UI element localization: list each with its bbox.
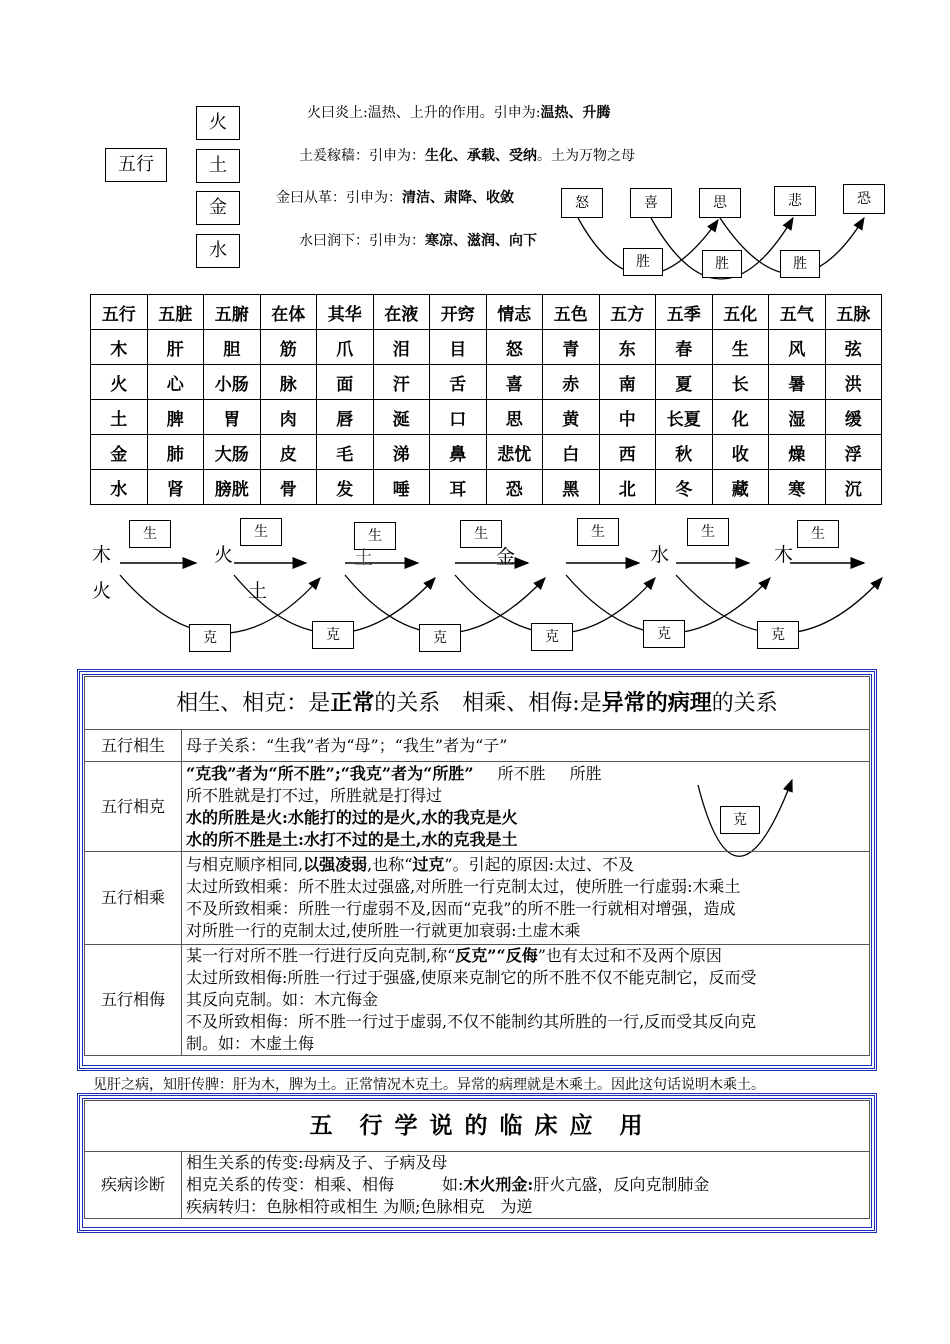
cycle-element-metal: 金 (496, 546, 516, 568)
ke-label-box: 克 (189, 624, 231, 652)
clinical-title: 五 行 学 说 的 临 床 应 用 (85, 1101, 870, 1152)
cycle-element-water: 水 (650, 544, 670, 566)
table-row: 水 肾 膀胱 骨 发 唾 耳 恐 黑 北 冬 藏 寒 沉 (91, 470, 882, 505)
element-box-fire: 火 (196, 106, 240, 140)
sheng-label-box: 生 (240, 518, 282, 546)
table-row: 疾病诊断 相生关系的传变:母病及子、子病及母 相克关系的传变：相乘、相侮 如:木火刑金:肝火亢盛，反向克制肺金 疾病转归：色脉相符或相生 为顺;色脉相克 为逆 (85, 1152, 870, 1219)
metal-line: 金曰从革：引申为：清洁、肃降、收敛 (276, 190, 514, 206)
emotion-box-fear: 恐 (843, 184, 885, 214)
cycle-lower-earth: 土 (248, 580, 268, 602)
sheng-label-box: 生 (797, 520, 839, 548)
emotion-box-grief: 悲 (774, 186, 816, 216)
sheng-box-1: 胜 (623, 248, 663, 276)
element-box-earth: 土 (196, 149, 240, 183)
water-line: 水曰润下：引申为：寒凉、滋润、向下 (299, 233, 537, 249)
cycle-element-wood: 木 (92, 544, 112, 566)
table-header-row: 五行 五脏 五腑 在体 其华 在液 开窍 情志 五色 五方 五季 五化 五气 五脉 (91, 295, 882, 330)
table-row: 土 脾 胃 肉 唇 涎 口 思 黄 中 长夏 化 湿 缓 (91, 400, 882, 435)
table-row: 火 心 小肠 脉 面 汗 舌 喜 赤 南 夏 长 暑 洪 (91, 365, 882, 400)
cycle-element-fire: 火 (214, 544, 234, 566)
ke-label-box: 克 (531, 623, 573, 651)
wuxing-box: 五行 (105, 148, 167, 182)
emotion-box-anger: 怒 (561, 188, 603, 218)
relations-title-row (85, 677, 870, 730)
ke-label-box: 克 (643, 620, 685, 648)
relations-table (84, 676, 870, 1056)
relations-title: 相生、相克：是正常的关系 相乘、相侮:是异常的病理的关系 (85, 677, 870, 730)
table-row: 五行相乘 与相克顺序相同,以强凌弱,也称“过克”。引起的原因:太过、不及 太过所致相乘：所不胜太过强盛,对所胜一行克制太过，使所胜一行虚弱:木乘土 不及所致相乘：所胜一行虚弱不及,因而“克我”的所不胜一行就相对增强，造成 对所胜一行的克制太过,使所胜一行就更加衰弱:土虚木乘 (85, 852, 870, 945)
clinical-table (84, 1100, 870, 1219)
sheng-box-2: 胜 (702, 250, 742, 278)
cycle-element-wood-2: 木 (774, 544, 794, 566)
clinical-title-row (85, 1101, 870, 1152)
table-row: 金 肺 大肠 皮 毛 涕 鼻 悲忧 白 西 秋 收 燥 浮 (91, 435, 882, 470)
ke-small-box: 克 (720, 806, 760, 834)
ke-label-box: 克 (312, 621, 354, 649)
emotion-box-joy: 喜 (630, 188, 672, 218)
earth-line: 土爰稼穑：引申为：生化、承载、受纳。土为万物之母 (299, 148, 635, 164)
ke-label-box: 克 (757, 621, 799, 649)
sheng-label-box: 生 (460, 520, 502, 548)
emotion-box-thought: 思 (699, 188, 741, 218)
table-row: 五行相克 “克我”者为“所不胜”;“我克”者为“所胜” 所不胜 所胜 所不胜就是打不过，所胜就是打得过 水的所胜是火:水能打的过的是火,水的我克是火 水的所不胜是土:水打不过的是土,水的克我是土 (85, 762, 870, 852)
ke-label-box: 克 (419, 624, 461, 652)
element-box-metal: 金 (196, 191, 240, 225)
sheng-label-box: 生 (687, 518, 729, 546)
fire-line: 火曰炎上:温热、上升的作用。引申为:温热、升腾 (307, 105, 611, 121)
correspondence-table (90, 294, 882, 505)
sheng-label-box: 生 (129, 520, 171, 548)
sheng-box-3: 胜 (780, 250, 820, 278)
table-row: 五行相生 母子关系：“生我”者为“母”；“我生”者为“子” (85, 730, 870, 762)
element-box-water: 水 (196, 234, 240, 268)
cycle-lower-fire: 火 (92, 580, 112, 602)
sheng-label-box: 生 (577, 518, 619, 546)
note-text: 见肝之病，知肝传脾：肝为木，脾为土。正常情况木克土。异常的病理就是木乘土。因此这句话说明木乘土。 (93, 1077, 765, 1093)
cycle-element-earth: 土 (354, 547, 374, 569)
table-row: 木 肝 胆 筋 爪 泪 目 怒 青 东 春 生 风 弦 (91, 330, 882, 365)
sheng-label-box: 生 (354, 522, 396, 550)
table-row: 五行相侮 某一行对所不胜一行进行反向克制,称“反克”“反侮”也有太过和不及两个原因 太过所致相侮:所胜一行过于强盛,使原来克制它的所不胜不仅不能克制它，反而受 其反向克制。如：木亢侮金 不及所致相侮：所不胜一行过于虚弱,不仅不能制约其所胜的一行,反而受其反向克 制。如：木虚土侮 (85, 945, 870, 1056)
